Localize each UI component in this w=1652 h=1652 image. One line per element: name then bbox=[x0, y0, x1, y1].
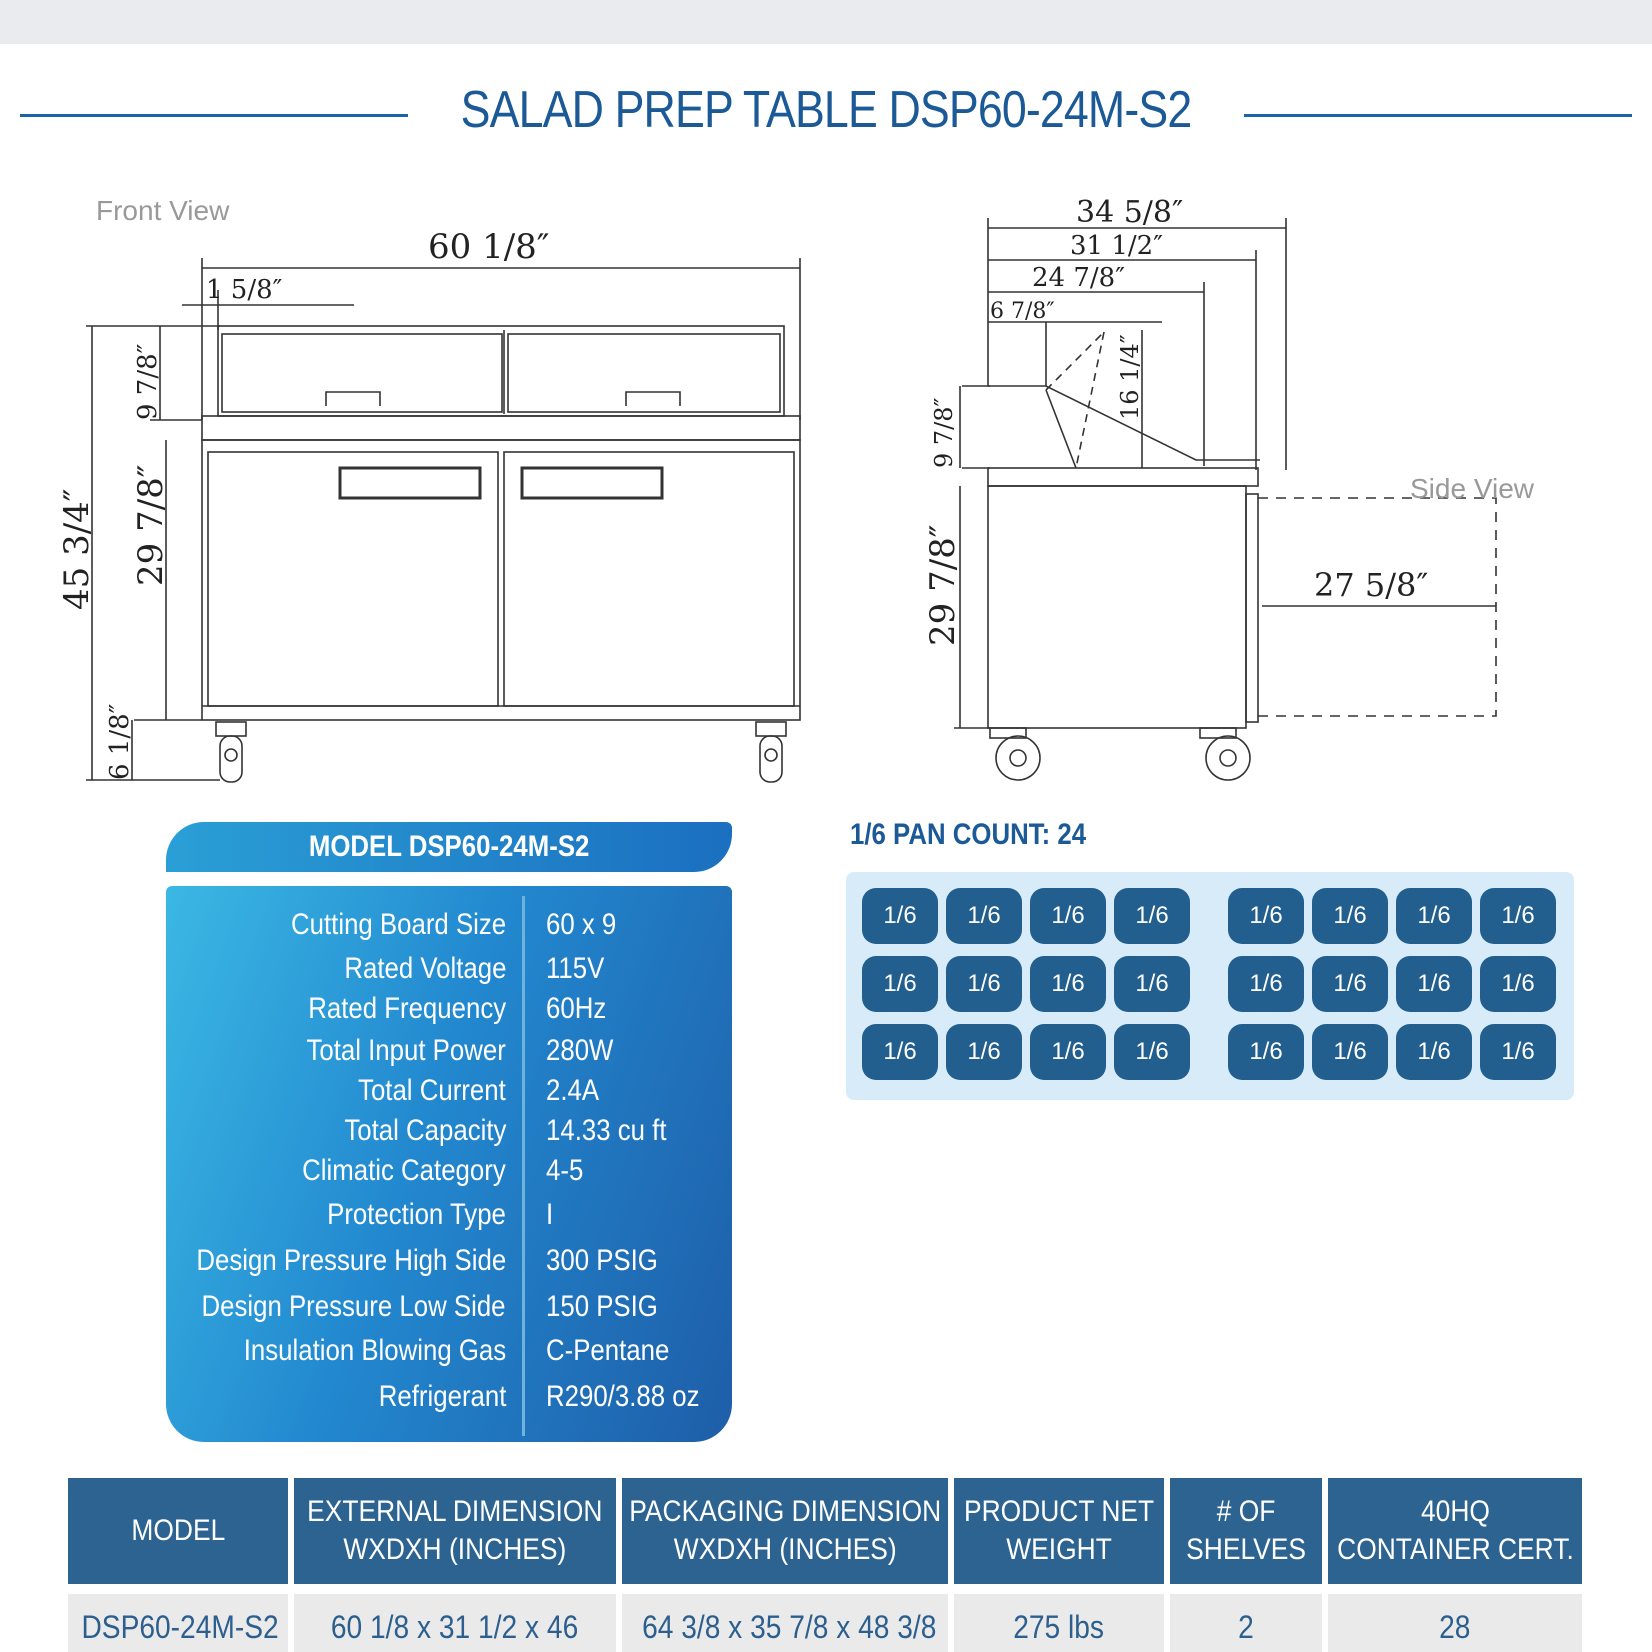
spec-row: Climatic Category 4-5 bbox=[302, 1154, 584, 1187]
spec-row: Total Capacity 14.33 cu ft bbox=[343, 1114, 667, 1147]
page-title: SALAD PREP TABLE DSP60-24M-S2 bbox=[460, 81, 1192, 139]
spec-card bbox=[166, 886, 732, 1442]
pan-grid bbox=[846, 872, 1574, 1100]
table-cell-shelves: 2 bbox=[1170, 1594, 1322, 1652]
spec-row: Cutting Board Size 60 x 9 bbox=[290, 908, 617, 941]
dim-side-upper: 9 7/8″ bbox=[930, 397, 958, 468]
pan-cell: 1/6 bbox=[1030, 1024, 1106, 1080]
spec-row: Refrigerant R290/3.88 oz bbox=[378, 1380, 700, 1413]
spec-row: Design Pressure Low Side 150 PSIG bbox=[201, 1290, 658, 1323]
pan-cell: 1/6 bbox=[1030, 888, 1106, 944]
pan-cell: 1/6 bbox=[1396, 888, 1472, 944]
pan-cell: 1/6 bbox=[862, 956, 938, 1012]
table-header-weight: PRODUCT NET WEIGHT bbox=[954, 1478, 1164, 1584]
pan-cell: 1/6 bbox=[1396, 956, 1472, 1012]
table-header-external: EXTERNAL DIMENSION WXDXH (INCHES) bbox=[294, 1478, 616, 1584]
pan-cell: 1/6 bbox=[1312, 956, 1388, 1012]
pan-cell: 1/6 bbox=[1480, 956, 1556, 1012]
table-cell-container: 28 bbox=[1328, 1594, 1582, 1652]
dim-front-caster: 6 1/8″ bbox=[105, 703, 135, 780]
dim-side-door-open: 27 5/8″ bbox=[1314, 566, 1429, 604]
pan-count-title: 1/6 PAN COUNT: 24 bbox=[850, 818, 1087, 851]
spec-row: Design Pressure High Side 300 PSIG bbox=[196, 1244, 658, 1277]
pan-cell: 1/6 bbox=[1312, 888, 1388, 944]
table-header-model: MODEL bbox=[68, 1478, 288, 1584]
dim-front-width: 60 1/8″ bbox=[428, 227, 550, 267]
spec-row: Protection Type I bbox=[327, 1198, 554, 1231]
technical-drawings bbox=[0, 0, 1652, 800]
spec-row: Total Input Power 280W bbox=[306, 1034, 614, 1067]
table-cell-weight: 275 lbs bbox=[954, 1594, 1164, 1652]
pan-cell: 1/6 bbox=[1480, 1024, 1556, 1080]
pan-cell: 1/6 bbox=[1228, 1024, 1304, 1080]
dim-side-lid: 16 1/4″ bbox=[1116, 334, 1144, 420]
spec-heading: MODEL DSP60-24M-S2 bbox=[166, 822, 732, 872]
spec-row: Total Current 2.4A bbox=[358, 1074, 600, 1107]
pan-cell: 1/6 bbox=[862, 1024, 938, 1080]
dim-front-height: 45 3/4″ bbox=[57, 488, 97, 610]
pan-cell: 1/6 bbox=[946, 1024, 1022, 1080]
dim-front-cabinet: 29 7/8″ bbox=[131, 464, 171, 586]
spec-row: Rated Frequency 60Hz bbox=[308, 992, 607, 1025]
dim-side-cabinet: 29 7/8″ bbox=[923, 524, 963, 646]
dim-front-offset: 1 5/8″ bbox=[206, 275, 283, 305]
dim-side-depth-3: 24 7/8″ bbox=[1032, 263, 1125, 293]
pan-cell: 1/6 bbox=[1114, 1024, 1190, 1080]
pan-cell: 1/6 bbox=[1030, 956, 1106, 1012]
table-header-packaging: PACKAGING DIMENSION WXDXH (INCHES) bbox=[622, 1478, 948, 1584]
table-header-container: 40HQ CONTAINER CERT. bbox=[1328, 1478, 1582, 1584]
dim-side-depth-4: 6 7/8″ bbox=[990, 299, 1055, 324]
pan-cell: 1/6 bbox=[1312, 1024, 1388, 1080]
table-cell-model: DSP60-24M-S2 bbox=[68, 1594, 288, 1652]
pan-cell: 1/6 bbox=[1114, 888, 1190, 944]
pan-cell: 1/6 bbox=[862, 888, 938, 944]
pan-cell: 1/6 bbox=[946, 888, 1022, 944]
pan-cell: 1/6 bbox=[946, 956, 1022, 1012]
table-cell-packaging: 64 3/8 x 35 7/8 x 48 3/8 bbox=[622, 1594, 948, 1652]
table-cell-external: 60 1/8 x 31 1/2 x 46 bbox=[294, 1594, 616, 1652]
pan-cell: 1/6 bbox=[1480, 888, 1556, 944]
pan-cell: 1/6 bbox=[1228, 888, 1304, 944]
table-header-shelves: # OF SHELVES bbox=[1170, 1478, 1322, 1584]
pan-cell: 1/6 bbox=[1114, 956, 1190, 1012]
side-view-label: Side View bbox=[1410, 473, 1535, 504]
spec-row: Insulation Blowing Gas C-Pentane bbox=[243, 1334, 670, 1367]
front-view-label: Front View bbox=[96, 195, 230, 226]
dim-side-depth-2: 31 1/2″ bbox=[1070, 231, 1163, 261]
dim-front-upper: 9 7/8″ bbox=[133, 343, 163, 420]
spec-row: Rated Voltage 115V bbox=[343, 952, 605, 985]
dim-side-depth-total: 34 5/8″ bbox=[1076, 195, 1184, 230]
pan-cell: 1/6 bbox=[1228, 956, 1304, 1012]
pan-cell: 1/6 bbox=[1396, 1024, 1472, 1080]
